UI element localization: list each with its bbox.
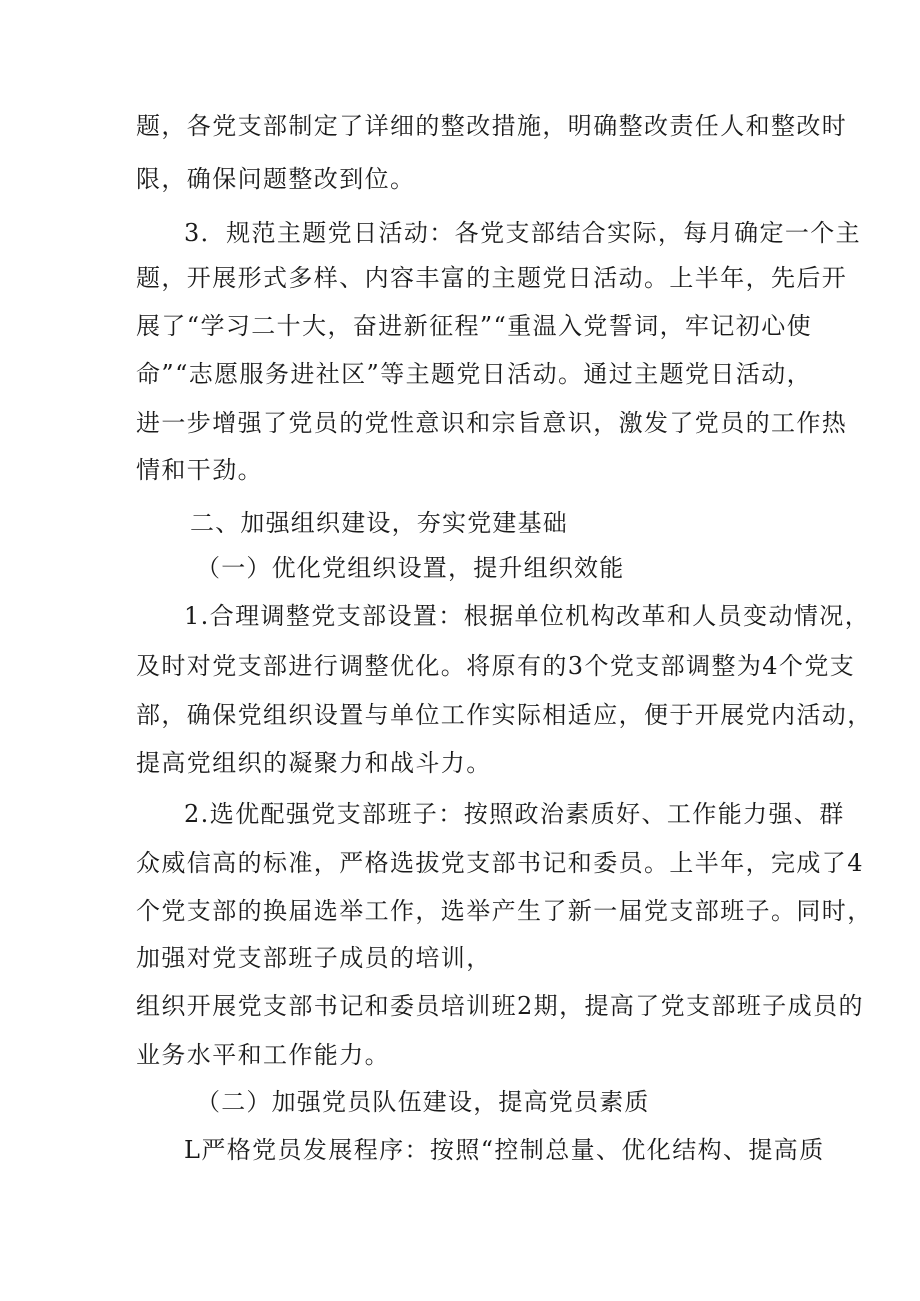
body-text-line: 2.选优配强党支部班子：按照政治素质好、工作能力强、群 [184, 800, 845, 828]
body-text-line: 组织开展党支部书记和委员培训班2期，提高了党支部班子成员的 [136, 992, 864, 1020]
subsection-heading: （一）优化党组织设置，提升组织效能 [196, 554, 625, 582]
body-text-line: 提高党组织的凝聚力和战斗力。 [136, 749, 492, 777]
body-text-line: 个党支部的换届选举工作，选举产生了新一届党支部班子。同时， [136, 897, 873, 925]
body-text-line: 加强对党支部班子成员的培训， [136, 944, 492, 972]
body-text-line: L严格党员发展程序：按照“控制总量、优化结构、提高质 [184, 1136, 825, 1164]
body-text-line: 展了“学习二十大，奋进新征程”“重温入党誓词，牢记初心使 [136, 312, 813, 340]
body-text-line: 及时对党支部进行调整优化。将原有的3个党支部调整为4个党支 [136, 652, 856, 680]
body-text-line: 众威信高的标准，严格选拔党支部书记和委员。上半年，完成了4 [136, 849, 864, 877]
body-text-line: 命”“志愿服务进社区”等主题党日活动。通过主题党日活动， [136, 360, 813, 388]
body-text-line: 题，开展形式多样、内容丰富的主题党日活动。上半年，先后开 [136, 264, 848, 292]
body-text-line: 3．规范主题党日活动：各党支部结合实际，每月确定一个主 [184, 219, 862, 247]
body-text-line: 业务水平和工作能力。 [136, 1041, 390, 1069]
section-heading: 二、加强组织建设，夯实党建基础 [190, 509, 568, 537]
subsection-heading: （二）加强党员队伍建设，提高党员素质 [196, 1088, 650, 1116]
body-text-line: 限，确保问题整改到位。 [136, 165, 416, 193]
body-text-line: 1.合理调整党支部设置：根据单位机构改革和人员变动情况， [184, 602, 871, 630]
body-text-line: 进一步增强了党员的党性意识和宗旨意识，激发了党员的工作热 [136, 409, 848, 437]
body-text-line: 部，确保党组织设置与单位工作实际相适应，便于开展党内活动， [136, 701, 873, 729]
body-text-line: 情和干劲。 [136, 456, 263, 484]
body-text-line: 题，各党支部制定了详细的整改措施，明确整改责任人和整改时 [136, 112, 848, 140]
